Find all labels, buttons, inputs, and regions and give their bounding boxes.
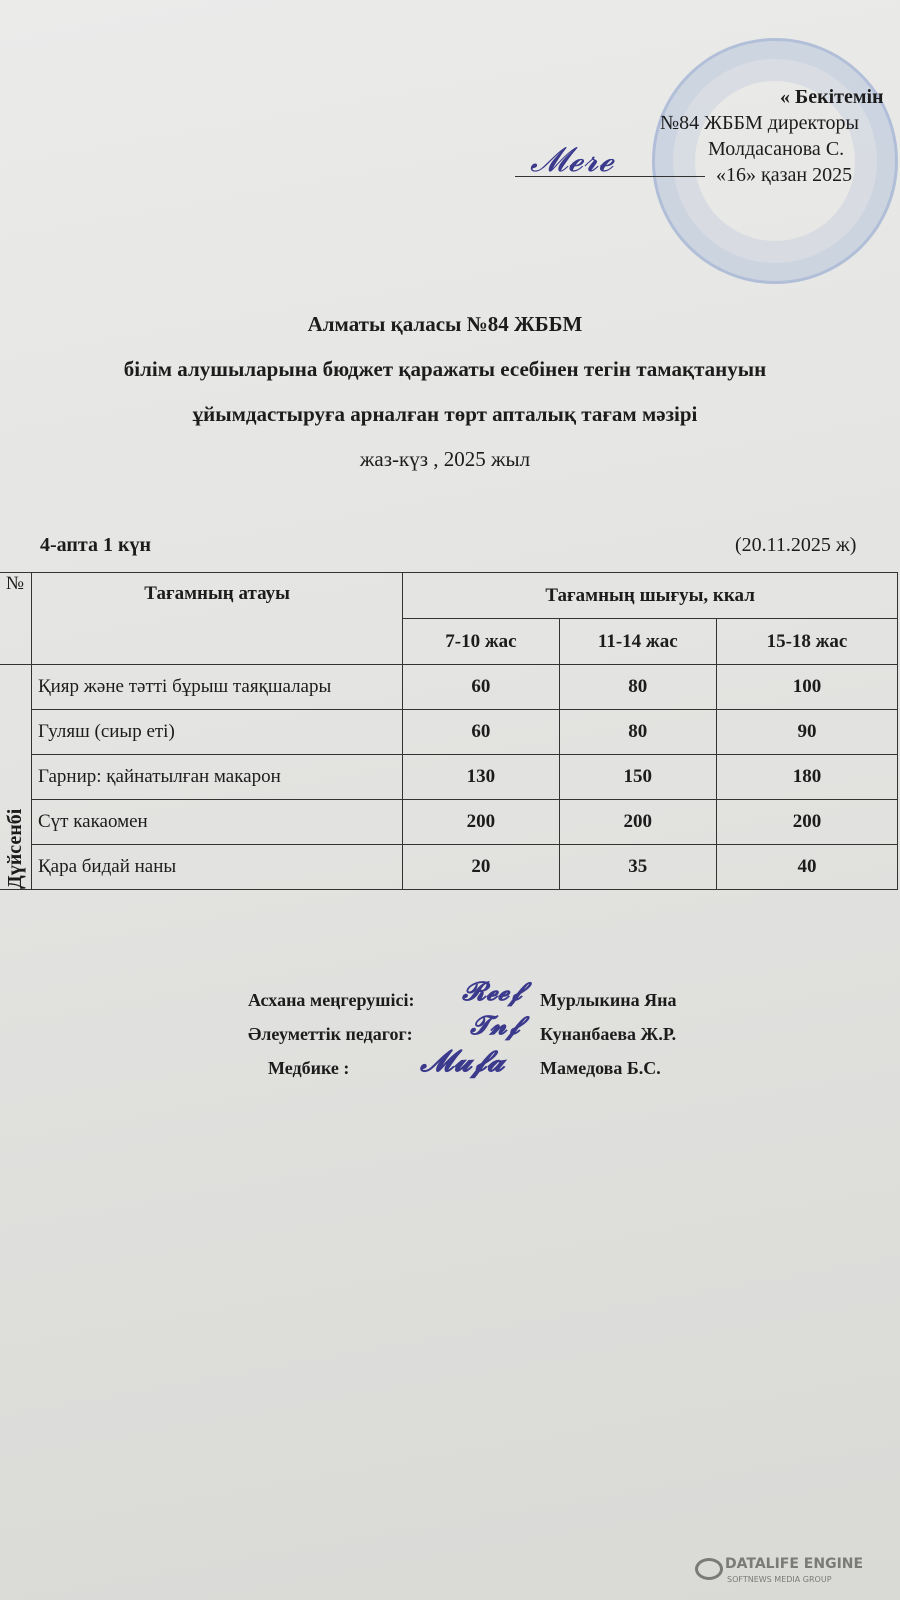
kcal-11-14: 35 xyxy=(559,845,716,890)
table-row xyxy=(0,800,898,845)
approval-title: « Бекітемін xyxy=(780,86,884,108)
director-signature: 𝓜𝓮𝓻𝓮 xyxy=(530,140,614,180)
date-label: (20.11.2025 ж) xyxy=(735,534,857,556)
kcal-15-18: 90 xyxy=(716,710,897,755)
col-yield: Тағамның шығуы, ккал xyxy=(403,573,898,619)
dish-name: Гуляш (сиыр еті) xyxy=(31,710,402,755)
week-label: 4-апта 1 күн xyxy=(40,534,152,556)
dish-name: Гарнир: қайнатылған макарон xyxy=(31,755,402,800)
signature-role: Асхана меңгерушісі: xyxy=(248,990,415,1010)
kcal-15-18: 200 xyxy=(716,800,897,845)
col-age-3: 15-18 жас xyxy=(716,619,897,665)
table-row xyxy=(0,845,898,890)
title-line-2: білім алушыларына бюджет қаражаты есебінен тегін тамақтануын xyxy=(123,357,767,381)
approval-block xyxy=(660,84,884,188)
table-row xyxy=(0,710,898,755)
title-line-1: Алматы қаласы №84 ЖББМ xyxy=(307,312,583,336)
col-age-2: 11-14 жас xyxy=(559,619,716,665)
kcal-15-18: 100 xyxy=(716,665,897,710)
kcal-15-18: 40 xyxy=(716,845,897,890)
kcal-15-18: 180 xyxy=(716,755,897,800)
signature-row xyxy=(0,977,900,1017)
signature-name: Кунанбаева Ж.Р. xyxy=(540,1024,677,1044)
day-label: Дүйсенбі xyxy=(0,665,31,890)
kcal-7-10: 20 xyxy=(403,845,559,890)
kcal-7-10: 60 xyxy=(403,665,559,710)
kcal-7-10: 60 xyxy=(403,710,559,755)
signature-name: Мамедова Б.С. xyxy=(540,1058,661,1078)
watermark-brand: DATALIFE ENGINE xyxy=(725,1556,864,1572)
signature-mark: 𝓣𝓷𝓯 xyxy=(470,1011,521,1041)
signature-mark: 𝓡𝓮𝓮𝓯 xyxy=(462,977,523,1007)
dish-name: Қара бидай наны xyxy=(31,845,402,890)
approval-director: №84 ЖББМ директоры xyxy=(660,112,859,134)
dish-name: Сүт какаомен xyxy=(31,800,402,845)
datalife-logo-icon xyxy=(695,1558,723,1580)
signatures xyxy=(0,977,900,1085)
menu-table xyxy=(0,572,898,890)
signature-role: Әлеуметтік педагог: xyxy=(248,1024,413,1044)
kcal-11-14: 200 xyxy=(559,800,716,845)
col-no: № xyxy=(0,573,31,665)
title-line-4: жаз-күз , 2025 жыл xyxy=(359,447,531,471)
kcal-11-14: 80 xyxy=(559,710,716,755)
approval-name: Молдасанова С. xyxy=(708,138,845,160)
watermark-sub: SOFTNEWS MEDIA GROUP xyxy=(727,1575,832,1584)
col-name: Тағамның атауы xyxy=(31,573,402,665)
title-line-3: ұйымдастыруға арналған төрт апталық тағам мәзірі xyxy=(192,402,698,426)
kcal-7-10: 200 xyxy=(403,800,559,845)
signature-role: Медбике : xyxy=(268,1058,350,1078)
kcal-11-14: 80 xyxy=(559,665,716,710)
table-row xyxy=(0,755,898,800)
signature-name: Мурлыкина Яна xyxy=(540,990,677,1010)
signature-mark: 𝓜𝓾𝓯𝓪 xyxy=(420,1044,505,1079)
dish-name: Қияр және тәтті бұрыш таяқшалары xyxy=(31,665,402,710)
kcal-11-14: 150 xyxy=(559,755,716,800)
signature-row xyxy=(0,1044,900,1085)
table-row xyxy=(0,665,898,710)
col-age-1: 7-10 жас xyxy=(403,619,559,665)
kcal-7-10: 130 xyxy=(403,755,559,800)
approval-date: «16» қазан 2025 xyxy=(716,164,853,186)
